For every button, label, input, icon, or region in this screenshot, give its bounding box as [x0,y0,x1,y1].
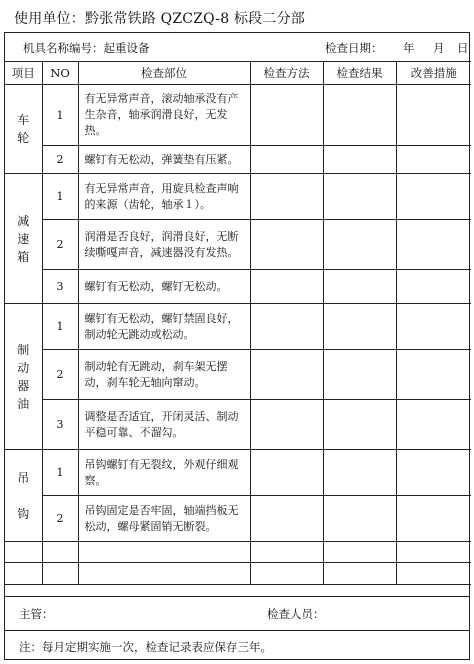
method-cell[interactable] [250,304,323,350]
empty-cell[interactable] [78,542,250,563]
result-cell[interactable] [323,220,396,270]
item-cell: 制 动 器 油 [5,304,42,450]
table-row [5,400,471,450]
empty-cell[interactable] [5,542,42,563]
result-cell[interactable] [323,400,396,450]
part-cell: 调整是否适宜，开闭灵活、制动平稳可靠、不溜勾。 [78,400,250,450]
empty-cell[interactable] [42,563,78,585]
result-cell[interactable] [323,496,396,542]
header-part: 检查部位 [78,62,250,85]
table-row [5,304,471,350]
no-cell: 1 [42,304,78,350]
header-item: 项目 [5,62,42,85]
no-cell: 2 [42,220,78,270]
part-cell: 螺钉有无松动，螺钉无松动。 [78,270,250,304]
no-cell: 2 [42,146,78,174]
result-cell[interactable] [323,146,396,174]
empty-row [5,542,471,563]
table-row [5,496,471,542]
inspection-table [5,61,471,585]
table-row [5,85,471,146]
part-cell: 吊钩螺钉有无裂纹，外观仔细观察。 [78,450,250,496]
table-body [5,85,471,585]
form-title: 使用单位：黔张常铁路 QZCZQ-8 标段二分部 [14,11,305,27]
result-cell[interactable] [323,174,396,220]
item-cell: 吊 钩 [5,450,42,542]
method-cell[interactable] [250,496,323,542]
part-cell: 吊钩固定是否牢固，轴端挡板无松动，螺母紧固销无断裂。 [78,496,250,542]
improvement-cell[interactable] [396,85,471,146]
no-cell: 3 [42,270,78,304]
part-cell: 制动轮有无跳动，刹车架无摆动，刹车轮无轴向窜动。 [78,350,250,400]
meta-row [5,33,469,62]
method-cell[interactable] [250,146,323,174]
improvement-cell[interactable] [396,350,471,400]
part-cell: 螺钉有无松动，弹簧垫有压紧。 [78,146,250,174]
year-label: 年 [403,41,415,55]
header-method: 检查方法 [250,62,323,85]
no-cell: 2 [42,496,78,542]
empty-cell[interactable] [78,563,250,585]
empty-cell[interactable] [323,563,396,585]
signature-row [5,596,469,631]
table-row [5,350,471,400]
header-no: NO [42,62,78,85]
result-cell[interactable] [323,350,396,400]
empty-cell[interactable] [396,563,471,585]
empty-cell[interactable] [396,542,471,563]
header-improvement: 改善措施 [396,62,471,85]
result-cell[interactable] [323,85,396,146]
improvement-cell[interactable] [396,304,471,350]
method-cell[interactable] [250,350,323,400]
empty-cell[interactable] [42,542,78,563]
improvement-cell[interactable] [396,220,471,270]
table-row [5,220,471,270]
item-cell: 减 速 箱 [5,174,42,304]
header-result: 检查结果 [323,62,396,85]
equipment-label: 机具名称编号：起重设备 [23,41,150,55]
method-cell[interactable] [250,220,323,270]
date-label: 检查日期： [325,41,383,55]
table-row [5,146,471,174]
inspector-label: 检查人员： [267,607,325,621]
supervisor-label: 主管： [19,607,54,621]
empty-cell[interactable] [250,542,323,563]
improvement-cell[interactable] [396,146,471,174]
method-cell[interactable] [250,270,323,304]
table-row [5,270,471,304]
improvement-cell[interactable] [396,400,471,450]
table-row [5,450,471,496]
no-cell: 2 [42,350,78,400]
method-cell[interactable] [250,450,323,496]
improvement-cell[interactable] [396,450,471,496]
empty-cell[interactable] [250,563,323,585]
improvement-cell[interactable] [396,174,471,220]
item-cell: 车 轮 [5,85,42,174]
no-cell: 3 [42,400,78,450]
part-cell: 润滑是否良好，润滑良好，无断续嘶嘎声音，减速器没有发热。 [78,220,250,270]
method-cell[interactable] [250,174,323,220]
result-cell[interactable] [323,270,396,304]
improvement-cell[interactable] [396,270,471,304]
table-row [5,174,471,220]
part-cell: 有无异常声音，用旋具检查声响的来源（齿轮，轴承１）。 [78,174,250,220]
result-cell[interactable] [323,304,396,350]
improvement-cell[interactable] [396,496,471,542]
result-cell[interactable] [323,450,396,496]
no-cell: 1 [42,174,78,220]
note-text: 注：每月定期实施一次，检查记录表应保存三年。 [19,640,272,654]
method-cell[interactable] [250,85,323,146]
part-cell: 有无异常声音，滚动轴承没有产生杂音，轴承润滑良好，无发热。 [78,85,250,146]
part-cell: 螺钉有无松动，螺钉禁固良好，制动轮无跳动或松动。 [78,304,250,350]
day-label: 日 [457,41,469,55]
empty-cell[interactable] [323,542,396,563]
form-frame [4,32,470,660]
empty-row [5,563,471,585]
empty-cell[interactable] [5,563,42,585]
month-label: 月 [433,41,445,55]
no-cell: 1 [42,450,78,496]
method-cell[interactable] [250,400,323,450]
no-cell: 1 [42,85,78,146]
note-row [5,630,469,661]
header-row [5,62,471,85]
